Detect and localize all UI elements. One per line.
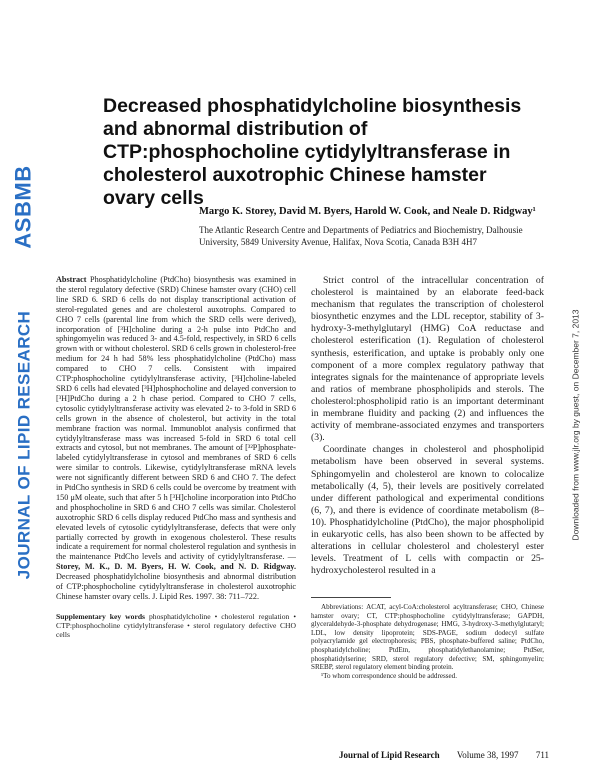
download-watermark	[566, 230, 586, 620]
footnote-correspondence: ¹To whom correspondence should be addressed.	[321, 671, 457, 680]
introduction-column	[311, 275, 544, 577]
journal-name-vertical	[5, 280, 43, 610]
article-affiliation: The Atlantic Research Centre and Departments of Pediatrics and Biochemistry, Dalhousie University, 5849 University Avenue, Halifax, Nova Scotia, Canada B3H 4H7	[199, 225, 523, 247]
journal-side-logo	[4, 150, 44, 620]
journal-name-vertical-text: JOURNAL OF LIPID RESEARCH	[14, 310, 33, 580]
abstract-citation-authors: Storey, M. K., D. M. Byers, H. W. Cook, and N. D. Ridgway.	[56, 562, 296, 572]
keywords-text: phosphatidylcholine • cholesterol regulation • CTP:phosphocholine cytidylyltransferase • sterol regulatory defective CHO cells	[56, 611, 296, 639]
intro-paragraph-2: Coordinate changes in cholesterol and phospholipid metabolism have been observed in several systems. Sphingomyelin and cholesterol are known to colocalize metabolically (4, 5), their levels are positively correlated under different pathological and experimental conditions (6, 7), and there is evidence of coordinate metabolism (8–10). Phosphatidylcholine (PtdCho), the major phospholipid in eukaryotic cells, has also been shown to be affected by alterations in cellular cholesterol and cholesteryl ester levels. Treatment of L cells with compactin or 25-hydroxycholesterol resulted in a	[311, 444, 544, 577]
asbmb-logo	[5, 154, 43, 260]
asbmb-logo-text: ASBMB	[11, 165, 37, 249]
download-watermark-text: Downloaded from www.jlr.org by guest, on December 7, 2013	[571, 309, 582, 541]
page-footer	[339, 750, 549, 760]
intro-paragraph-1: Strict control of the intracellular concentration of cholesterol is maintained by an elaborate feed-back mechanism that regulates the transcription of cholesterol biosynthetic enzymes and the LDL receptor, stability of 3-hydroxy-3-methylglutaryl (HMG) CoA reductase and cholesterol esterification (1). Regulation of cholesterol synthesis, esterification, and uptake is probably only one component of a more complex regulatory pathway that integrates signals for the maintenance of appropriate levels and ratios of membrane phospholipids and sterols. The cholesterol:phospholipid ratio is an important determinant in membrane fluidity and packing (2) and influences the activity of membrane-associated enzymes and transporters (3).	[311, 275, 544, 444]
footer-page-number: 711	[535, 750, 549, 760]
footnote-divider	[311, 597, 391, 598]
abstract-citation-body: Decreased phosphatidylcholine biosynthesis and abnormal distribution of CTP:phosphocholine cytidylyltransferase in cholesterol auxotrophic Chinese hamster ovary cells. J. Lipid Res. 1997. 38: 711–722.	[56, 572, 296, 601]
supplementary-keywords	[56, 612, 296, 639]
article-title: Decreased phosphatidylcholine biosynthesis and abnormal distribution of CTP:phosphocholine cytidylyltransferase in cholesterol auxotrophic Chinese hamster ovary cells	[103, 95, 522, 209]
footer-volume: Volume 38, 1997	[456, 750, 519, 760]
abstract-label: Abstract	[56, 275, 87, 284]
footnote-abbreviations: Abbreviations: ACAT, acyl-CoA:cholesterol acyltransferase; CHO, Chinese hamster ovary; CT, CTP:phosphocholine cytidylyltransferase; GAPDH, glyceraldehyde-3-phosphate dehydrogenase; HMG, 3-hydroxy-3-methylglutaryl; LDL, low density lipoprotein; SDS-PAGE, sodium dodecyl sulfate polyacrylamide gel electrophoresis; PBS, phosphate-buffered saline; PtdCho, phosphatidylcholine; PtdEtn, phosphatidylethanolamine; PtdSer, phosphatidylserine; SRD, sterol regulatory defective; SM, sphingomyelin; SREBP, sterol regulatory element binding protein.	[311, 603, 544, 672]
keywords-label: Supplementary key words	[56, 611, 145, 621]
footnotes	[311, 603, 544, 680]
abstract-column	[56, 275, 296, 639]
abstract-text: Phosphatidylcholine (PtdCho) biosynthesis was examined in the sterol regulatory defective (SRD) Chinese hamster ovary (CHO) cell line SRD 6. SRD 6 cells do not display transcriptional activation of sterol-regulated genes and are cholesterol auxotrophs. Compared to CHO 7 cells (parental line from which the SRD cells were derived), incorporation of [³H]choline during a 2-h pulse into PtdCho and sphingomyelin was reduced 3- and 4.5-fold, respectively, in SRD 6 cells grown with or without cholesterol. SRD 6 cells grown in cholesterol-free medium for 24 h had 58% less phosphatidylcholine (PtdCho) mass compared to CHO 7 cells. Consistent with impaired CTP:phosphocholine cytidylyltransferase activity, [³H]choline-labeled SRD 6 cells had elevated [³H]phosphocholine and delayed conversion to [³H]PtdCho during a 2 h chase period. Compared to CHO 7 cells, cytosolic cytidylyltransferase activity was elevated 2- to 3-fold in SRD 6 cells grown in the absence of cholesterol, but activity in the total membrane fraction was normal. Immunoblot analysis confirmed that cytidylyltransferase mass was increased 5-fold in SRD 6 total cell extracts and cytosol, but not membranes. The amount of [³²P]phosphate-labeled cytidylyltransferase in cytosol and membranes of SRD 6 cells were similar to controls. Likewise, cytidylyltransferase mRNA levels were not significantly different between SRD 6 and CHO 7. The defect in PtdCho synthesis in SRD 6 cells could be overcome by treatment with 150 μM oleate, such that after 5 h [³H]choline incorporation into PtdCho and phosphocholine in SRD 6 and CHO 7 cells was similar. Cholesterol auxotrophic SRD 6 cells display reduced PtdCho mass and synthesis and elevated levels of cytosolic cytidylyltransferase, defects that were only partially corrected by growth in exogenous cholesterol. These results indicate a requirement for normal cholesterol regulation and synthesis in the maintenance PtdCho levels and activity of cytidylyltransferase.	[56, 275, 297, 562]
footer-journal-name: Journal of Lipid Research	[339, 750, 440, 760]
article-authors: Margo K. Storey, David M. Byers, Harold W. Cook, and Neale D. Ridgway¹	[199, 206, 536, 217]
abstract-paragraph: Abstract Phosphatidylcholine (PtdCho) biosynthesis was examined in the sterol regulatory defective (SRD) Chinese hamster ovary (CHO) cell line SRD 6. SRD 6 cells do not display transcriptional activation of sterol-regulated genes and are cholesterol auxotrophs. Compared to CHO 7 cells (parental line from which the SRD cells were derived), incorporation of [³H]choline during a 2-h pulse into PtdCho and sphingomyelin was reduced 3- and 4.5-fold, respectively, in SRD 6 cells grown with or without cholesterol. SRD 6 cells grown in cholesterol-free medium for 24 h had 58% less phosphatidylcholine (PtdCho) mass compared to CHO 7 cells. Consistent with impaired CTP:phosphocholine cytidylyltransferase activity, [³H]choline-labeled SRD 6 cells had elevated [³H]phosphocholine and delayed conversion to [³H]PtdCho during a 2 h chase period. Compared to CHO 7 cells, cytosolic cytidylyltransferase activity was elevated 2- to 3-fold in SRD 6 cells grown in the absence of cholesterol, but activity in the total membrane fraction was normal. Immunoblot analysis confirmed that cytidylyltransferase mass was increased 5-fold in SRD 6 total cell extracts and cytosol, but not membranes. The amount of [³²P]phosphate-labeled cytidylyltransferase in cytosol and membranes of SRD 6 cells were similar to controls. Likewise, cytidylyltransferase mRNA levels were not significantly different between SRD 6 and CHO 7. The defect in PtdCho synthesis in SRD 6 cells could be overcome by treatment with 150 μM oleate, such that after 5 h [³H]choline incorporation into PtdCho and phosphocholine in SRD 6 and CHO 7 cells was similar. Cholesterol auxotrophic SRD 6 cells display reduced PtdCho mass and synthesis and elevated levels of cytosolic cytidylyltransferase, defects that were only partially corrected by growth in exogenous cholesterol. These results indicate a requirement for normal cholesterol regulation and synthesis in the maintenance PtdCho levels and activity of cytidylyltransferase. —Storey, M. K., D. M. Byers, H. W. Cook, and N. D. Ridgway. Decreased phosphatidylcholine biosynthesis and abnormal distribution of CTP:phosphocholine cytidylyltransferase in cholesterol auxotrophic Chinese hamster ovary cells. J. Lipid Res. 1997. 38: 711–722.	[56, 275, 297, 601]
